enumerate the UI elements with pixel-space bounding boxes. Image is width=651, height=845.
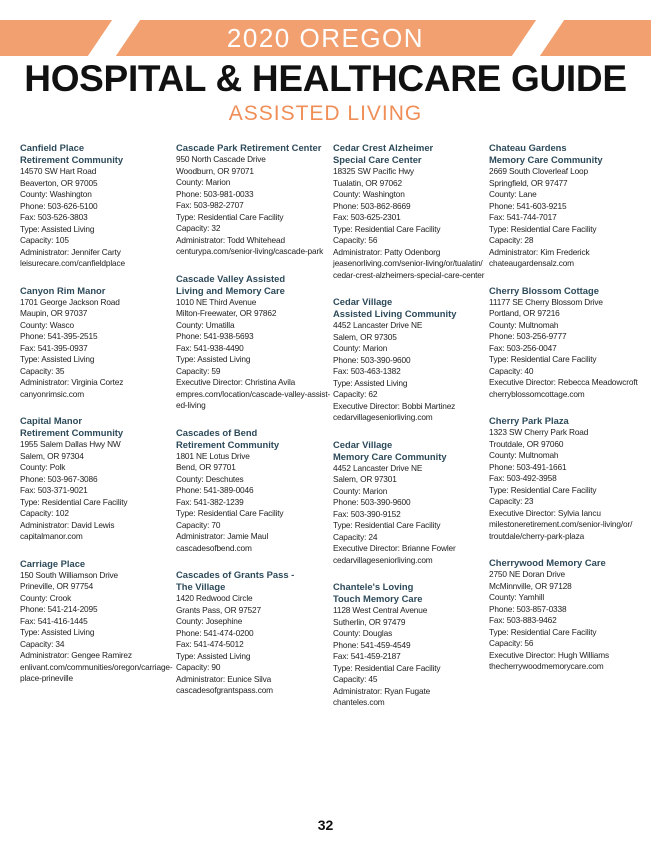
facility-detail: Capacity: 90 [176, 662, 221, 672]
listing-column-2 [176, 142, 331, 712]
facility-detail: Phone: 503-626-5100 [20, 200, 98, 211]
facility-detail: Type: Residential Care Facility [333, 520, 441, 530]
facility-detail: 1955 Salem Dallas Hwy NW [20, 439, 121, 449]
facility-name: The Village [176, 581, 226, 592]
facility-detail: Type: Residential Care Facility [489, 626, 597, 637]
facility-entry [333, 581, 483, 709]
facility-detail: Type: Residential Care Facility [176, 211, 284, 222]
facility-name: Chateau Gardens [489, 142, 567, 153]
facility-detail: jeasenorliving.com/senior-living/or/tualatin/ [333, 258, 483, 268]
facility-detail: enlivant.com/communities/oregon/carriage- [20, 661, 173, 672]
facility-detail: Executive Director: Bobbi Martinez [333, 400, 456, 411]
facility-detail: Phone: 503-390-9600 [333, 497, 411, 507]
facility-detail: cedarvillageseniorliving.com [333, 412, 433, 422]
facility-detail: Executive Director: Brianne Fowler [333, 543, 456, 553]
facility-detail: County: Marion [333, 485, 388, 496]
facility-detail: Fax: 503-256-0047 [489, 342, 557, 353]
facility-detail: Capacity: 34 [20, 638, 65, 649]
facility-detail: Capacity: 105 [20, 235, 69, 245]
facility-entry [20, 557, 173, 685]
facility-detail: Type: Assisted Living [20, 354, 95, 364]
facility-entry [176, 272, 331, 412]
facility-detail: Fax: 503-390-9152 [333, 508, 401, 519]
facility-detail: 1323 SW Cherry Park Road [489, 427, 589, 437]
facility-name: Cedar Crest Alzheimer [333, 142, 434, 153]
facility-name: Cascade Valley Assisted [176, 272, 286, 284]
facility-entry [20, 285, 170, 401]
listing-column-4 [489, 142, 639, 688]
facility-detail: Type: Residential Care Facility [333, 662, 441, 673]
facility-detail: Fax: 503-625-2301 [333, 212, 401, 222]
facility-detail: Administrator: Ryan Fugate [333, 685, 431, 696]
facility-detail: Bend, OR 97701 [176, 462, 236, 472]
facility-detail: Phone: 541-395-2515 [20, 331, 98, 341]
facility-detail: cedarvillageseniorliving.com [333, 554, 433, 565]
facility-entry [20, 142, 170, 270]
facility-detail: County: Multnomah [489, 450, 559, 460]
facility-detail: Prineville, OR 97754 [20, 581, 94, 591]
facility-detail: Sutherlin, OR 97479 [333, 616, 406, 627]
facility-detail: County: Marion [176, 177, 231, 187]
banner-title: 2020 OREGON [226, 23, 425, 53]
facility-entry [489, 142, 639, 270]
facility-detail: empres.com/location/cascade-valley-assist- [176, 388, 331, 399]
facility-detail: Administrator: Gengee Ramirez [20, 650, 132, 660]
facility-detail: 2669 South Cloverleaf Loop [489, 166, 588, 176]
facility-name: Retirement Community [20, 427, 124, 438]
facility-detail: 14570 SW Hart Road [20, 166, 97, 176]
facility-detail: Capacity: 56 [489, 638, 534, 648]
facility-name: Touch Memory Care [333, 593, 423, 604]
facility-detail: canyonrimsic.com [20, 388, 84, 399]
facility-name: Canfield Place [20, 142, 85, 153]
facility-detail: cherryblossomcottage.com [489, 388, 585, 399]
facility-detail: Fax: 541-395-0937 [20, 342, 88, 353]
facility-detail: Fax: 541-459-2187 [333, 651, 401, 661]
facility-detail: Administrator: Jamie Maul [176, 531, 269, 541]
facility-detail: milestoneretirement.com/senior-living/or/ [489, 519, 633, 529]
facility-detail: Administrator: Eunice Silva [176, 673, 272, 684]
facility-detail: Type: Residential Care Facility [489, 484, 597, 495]
facility-name: Chantele's Loving [333, 581, 414, 592]
facility-detail: Type: Residential Care Facility [20, 496, 128, 507]
facility-detail: Beaverton, OR 97005 [20, 177, 98, 188]
facility-detail: Executive Director: Sylvia Iancu [489, 507, 601, 518]
facility-entry [489, 557, 639, 673]
facility-detail: 4452 Lancaster Drive NE [333, 320, 423, 330]
facility-detail: Type: Assisted Living [20, 627, 95, 637]
facility-detail: McMinnville, OR 97128 [489, 580, 572, 591]
facility-entry [176, 142, 326, 258]
facility-detail: ed-living [176, 400, 206, 410]
facility-detail: Type: Assisted Living [333, 377, 408, 388]
facility-name: Memory Care Community [333, 450, 447, 462]
facility-name: Cedar Village [333, 296, 393, 307]
facility-detail: Fax: 541-744-7017 [489, 212, 557, 222]
facility-name: Retirement Community [176, 438, 280, 450]
facility-detail: Administrator: Jennifer Carty [20, 246, 121, 257]
facility-detail: Administrator: Kim Frederick [489, 246, 590, 257]
facility-detail: Capacity: 24 [333, 531, 378, 542]
facility-entry [489, 285, 639, 401]
facility-detail: Type: Assisted Living [176, 650, 251, 661]
facility-detail: cascadesofgrantspass.com [176, 685, 273, 695]
facility-detail: cascadesofbend.com [176, 542, 252, 553]
facility-name: Cherry Blossom Cottage [489, 284, 599, 296]
facility-detail: thecherrywoodmemorycare.com [489, 661, 604, 671]
facility-detail: County: Washington [333, 189, 405, 199]
facility-detail: Capacity: 59 [176, 365, 221, 376]
facility-detail: 11177 SE Cherry Blossom Drive [489, 296, 603, 307]
facility-detail: County: Washington [20, 189, 92, 199]
facility-detail: 1701 George Jackson Road [20, 296, 120, 307]
facility-detail: Administrator: Todd Whitehead [176, 234, 285, 245]
facility-detail: 150 South Williamson Drive [20, 569, 119, 580]
header-banner [0, 20, 651, 56]
facility-detail: Phone: 503-256-9777 [489, 331, 567, 341]
guide-title: HOSPITAL & HEALTHCARE GUIDE [24, 58, 627, 99]
listing-column-3 [333, 142, 483, 724]
facility-detail: Type: Residential Care Facility [333, 223, 441, 234]
facility-detail: County: Yamhill [489, 592, 545, 602]
facility-name: Cherry Park Plaza [489, 415, 569, 426]
facility-detail: Fax: 503-526-3803 [20, 212, 88, 222]
facility-detail: Fax: 541-474-5012 [176, 639, 244, 649]
facility-detail: Fax: 541-382-1239 [176, 496, 244, 507]
facility-detail: Capacity: 35 [20, 365, 65, 376]
facility-detail: County: Wasco [20, 319, 74, 330]
facility-detail: Type: Assisted Living [20, 223, 95, 234]
facility-detail: Executive Director: Christina Avila [176, 377, 296, 387]
facility-detail: Administrator: Virginia Cortez [20, 377, 124, 387]
facility-entry [333, 439, 483, 567]
facility-detail: Capacity: 70 [176, 519, 221, 530]
facility-detail: Troutdale, OR 97060 [489, 438, 564, 449]
page-number: 32 [317, 817, 334, 833]
facility-detail: Woodburn, OR 97071 [176, 165, 254, 176]
facility-detail: Phone: 541-389-0046 [176, 485, 254, 495]
facility-detail: Capacity: 102 [20, 508, 69, 518]
facility-detail: County: Lane [489, 189, 537, 199]
facility-name: Carriage Place [20, 557, 86, 569]
facility-detail: County: Polk [20, 462, 66, 472]
facility-detail: County: Josephine [176, 616, 243, 626]
facility-detail: 950 North Cascade Drive [176, 154, 266, 164]
facility-detail: Phone: 503-981-0033 [176, 188, 254, 199]
facility-detail: Fax: 503-982-2707 [176, 200, 244, 210]
facility-detail: Capacity: 56 [333, 235, 378, 245]
facility-detail: Fax: 541-938-4490 [176, 342, 244, 353]
facility-entry [176, 569, 326, 697]
facility-detail: Type: Residential Care Facility [489, 223, 597, 234]
facility-entry [489, 415, 639, 542]
facility-detail: County: Multnomah [489, 319, 559, 330]
facility-detail: 4452 Lancaster Drive NE [333, 462, 423, 473]
facility-detail: 1801 NE Lotus Drive [176, 450, 250, 461]
facility-detail: Phone: 541-938-5693 [176, 331, 254, 341]
facility-detail: Phone: 541-459-4549 [333, 639, 411, 650]
facility-detail: Capacity: 40 [489, 365, 534, 376]
facility-detail: Fax: 503-883-9462 [489, 615, 557, 625]
facility-detail: Maupin, OR 97037 [20, 308, 88, 318]
facility-detail: Phone: 503-491-1661 [489, 461, 567, 472]
facility-entry [176, 427, 326, 555]
section-title: ASSISTED LIVING [228, 102, 423, 125]
facility-detail: Capacity: 32 [176, 223, 221, 233]
facility-entry [333, 296, 483, 424]
facility-detail: Fax: 503-492-3958 [489, 473, 557, 483]
facility-detail: County: Crook [20, 592, 72, 603]
facility-detail: Capacity: 23 [489, 496, 534, 506]
facility-detail: Phone: 503-862-8669 [333, 200, 411, 211]
listing-column-1 [20, 142, 173, 700]
facility-name: Special Care Center [333, 154, 422, 165]
facility-detail: Phone: 541-214-2095 [20, 604, 98, 614]
facility-detail: Salem, OR 97301 [333, 474, 397, 484]
facility-detail: leisurecare.com/canfieldplace [20, 258, 125, 268]
facility-detail: Phone: 503-857-0338 [489, 603, 567, 614]
facility-entry [20, 415, 170, 543]
facility-detail: Portland, OR 97216 [489, 308, 560, 318]
facility-detail: Executive Director: Rebecca Meadowcroft [489, 377, 638, 387]
facility-detail: 1128 West Central Avenue [333, 605, 428, 615]
facility-detail: Salem, OR 97305 [333, 331, 397, 342]
facility-entry [333, 142, 483, 281]
facility-name: Capital Manor [20, 415, 82, 426]
facility-detail: Fax: 503-463-1382 [333, 366, 401, 376]
facility-detail: Fax: 541-416-1445 [20, 615, 88, 626]
facility-detail: 18325 SW Pacific Hwy [333, 166, 414, 176]
facility-detail: Executive Director: Hugh Williams [489, 649, 609, 660]
facility-detail: Tualatin, OR 97062 [333, 177, 402, 188]
facility-detail: County: Deschutes [176, 473, 244, 484]
facility-detail: Phone: 503-390-9600 [333, 354, 411, 365]
facility-detail: Salem, OR 97304 [20, 450, 84, 461]
facility-name: Assisted Living Community [333, 308, 457, 319]
facility-detail: Grants Pass, OR 97527 [176, 604, 261, 615]
facility-detail: cedar-crest-alzheimers-special-care-center [333, 269, 485, 280]
facility-detail: 1010 NE Third Avenue [176, 296, 257, 307]
facility-detail: Phone: 503-967-3086 [20, 473, 98, 484]
facility-name: Cascades of Grants Pass - [176, 569, 295, 580]
facility-detail: chateaugardensalz.com [489, 258, 574, 268]
facility-detail: Phone: 541-474-0200 [176, 627, 254, 638]
facility-detail: 1420 Redwood Circle [176, 593, 253, 603]
facility-name: Living and Memory Care [176, 284, 285, 296]
facility-detail: Capacity: 28 [489, 235, 534, 245]
facility-detail: capitalmanor.com [20, 531, 83, 541]
facility-detail: Type: Residential Care Facility [489, 354, 597, 364]
facility-detail: troutdale/cherry-park-plaza [489, 530, 585, 541]
facility-detail: 2750 NE Doran Drive [489, 569, 566, 579]
facility-detail: County: Douglas [333, 628, 393, 638]
facility-detail: Capacity: 45 [333, 674, 378, 684]
facility-detail: County: Marion [333, 343, 388, 353]
facility-name: Canyon Rim Manor [20, 284, 106, 296]
facility-detail: Milton-Freewater, OR 97862 [176, 308, 277, 318]
facility-detail: Springfield, OR 97477 [489, 177, 568, 188]
facility-name: Memory Care Community [489, 154, 603, 165]
facility-detail: place-prineville [20, 673, 73, 683]
facility-detail: Fax: 503-371-9021 [20, 485, 88, 495]
facility-name: Cedar Village [333, 438, 393, 450]
facility-name: Retirement Community [20, 154, 124, 165]
facility-detail: Administrator: David Lewis [20, 519, 115, 530]
facility-name: Cascades of Bend [176, 426, 258, 438]
facility-detail: chanteles.com [333, 697, 385, 707]
facility-detail: Phone: 541-603-9215 [489, 200, 567, 211]
facility-detail: County: Umatilla [176, 319, 235, 330]
facility-detail: Type: Residential Care Facility [176, 508, 284, 518]
facility-detail: Administrator: Patty Odenborg [333, 246, 441, 257]
facility-name: Cherrywood Memory Care [489, 557, 606, 568]
facility-detail: Capacity: 62 [333, 389, 378, 399]
facility-name: Cascade Park Retirement Center [176, 142, 322, 153]
facility-detail: centurypa.com/senior-living/cascade-park [176, 246, 324, 256]
facility-detail: Type: Assisted Living [176, 354, 251, 364]
